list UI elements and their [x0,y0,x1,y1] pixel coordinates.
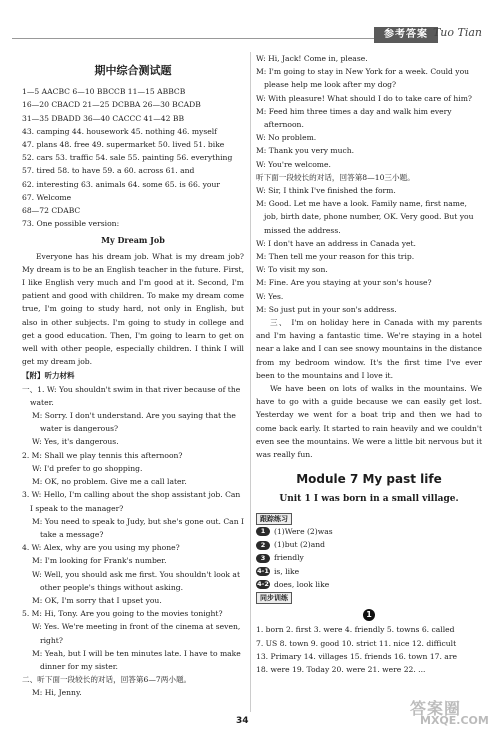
module-title: Module 7 My past life [296,472,442,487]
answer-line: 31—35 DBADD 36—40 CACCC 41—42 BB [22,113,185,123]
practice-number: 2 [256,541,270,550]
dialogue-list [22,409,244,673]
answer-line: 68—72 CDABC [22,206,81,216]
practice-answer: (1)but (2)and [274,540,326,550]
dialogue-line: M: Yeah, but I will be ten minutes late. I have to make dinner for my sister. [32,648,241,671]
dialogue-line: W: I don't have an address in Canada yet. [256,238,416,248]
header-signature: Tuo Tian [432,26,482,39]
dialogue-line: W: I'd prefer to go shopping. [32,463,143,473]
header-badge: 参考答案 [374,27,438,43]
dialogue-last-line: M: Hi, Jenny. [32,688,82,698]
answer-key [22,85,244,230]
test-title: 期中综合测试题 [94,64,172,77]
dialogue-line: W: Yes. [256,291,284,301]
dialogue-line: M: Then tell me your reason for this trip. [256,252,415,262]
dialogue-line: W: With pleasure! What should I do to take care of him? [256,93,472,103]
answer-line: 47. plans 48. free 49. supermarket 50. lived 51. bike [22,140,225,150]
dialogue-line: M: OK, I'm sorry that I upset you. [32,595,162,605]
practice-item [256,551,482,564]
answer-line: 1—5 AACBC 6—10 BBCCB 11—15 ABBCB [22,87,186,97]
practice-label: 跟踪练习 [256,513,292,525]
dialogue-line: M: You need to speak to Judy, but she's gone out. Can I take a message? [32,516,245,539]
sync-label: 同步训练 [256,592,292,604]
dialogue-line: 2. M: Shall we play tennis this afternoon? [22,450,183,460]
practice-number: 4-2 [257,580,269,589]
answer-line: 73. One possible version: [22,219,120,229]
practice-answer: friendly [274,553,304,563]
dialogue-line: M: Feed him three times a day and walk him every afternoon. [256,106,452,130]
dialogue-line: M: Fine. Are you staying at your son's house? [256,278,432,288]
dialogue-line: W: No problem. [256,133,317,143]
dialogue-line: W: Yes. We're meeting in front of the cinema at seven, right? [32,622,241,645]
listening-tag: 【附】听力材料 [22,371,75,381]
unit-title: Unit 1 I was born in a small village. [279,493,459,504]
answer-line: 52. cars 53. traffic 54. sale 55. painting 56. everything [22,153,233,163]
part-number [256,608,482,621]
practice-item [256,565,482,578]
practice-answer: is, like [274,566,300,576]
practice-item [256,538,482,551]
practice-number: 4-1 [257,567,269,576]
right-column [256,52,482,676]
dialogue-line: 4. W: Alex, why are you using my phone? [22,543,180,553]
dialogue-line: W: Yes, it's dangerous. [32,437,119,447]
practice-number: 3 [256,554,270,563]
answer-line: 16—20 CBACD 21—25 DCBBA 26—30 BCADB [22,100,201,110]
dialogue-line: M: I'm looking for Frank's number. [32,556,167,566]
sync-line: 18. were 19. Today 20. were 21. were 22. ... [256,664,426,674]
answer-line: 67. Welcome [22,192,72,202]
practice-number: 1 [256,527,270,536]
dialogue-line: 3. W: Hello, I'm calling about the shop assistant job. Can I speak to the manager? [22,490,241,513]
dialogue-line: M: Thank you very much. [256,146,355,156]
watermark: 答案圈 [410,699,462,718]
column-divider [250,52,251,712]
dialogue-line: 听下面一段较长的对话，回答第8—10三小题。 [256,172,415,182]
practice-list [256,525,482,591]
section-2-heading: 二、听下面一段较长的对话，回答第6—7两小题。 [22,675,192,685]
practice-answer: does, look like [274,579,330,589]
practice-item [256,578,482,591]
dialogue-line: M: OK, no problem. Give me a call later. [32,477,187,487]
section-3-paragraph-2: We have been on lots of walks in the mountains. We have to go with a guide because we can easily get lost. Yesterday we went for a boat trip and then we had to come back early. It started to rain heavily and we couldn't even see the mountains. We were a little bit nervous but it was really fun. [256,384,482,460]
practice-answer: (1)Were (2)was [274,526,333,536]
dialogue-line: 5. M: Hi, Tony. Are you going to the movies tonight? [22,609,223,619]
dialogue-line: W: To visit my son. [256,265,328,275]
sync-line: 13. Primary 14. villages 15. friends 16. town 17. are [256,651,457,661]
dialogue-line: M: Good. Let me have a look. Family name, first name, job, birth date, phone number, OK. Very good. But you missed the address. [256,199,474,235]
section-1-line: 一、1. W: You shouldn't swim in that river because of the water. [22,384,241,407]
right-dialogue-list [256,52,482,316]
answer-line: 62. interesting 63. animals 64. some 65. is 66. your [22,179,220,189]
dialogue-line: M: So just put in your son's address. [256,304,397,314]
watermark-sub: MXQE.COM [420,714,489,727]
essay-body: Everyone has his dream job. What is my dream job? My dream is to be an English teacher in the future. First, I like English very much and I'm good at it. Second, I'm patient and good with children. To make my dream come true, I'm going to study hard, not only in English, but also in other subjects. I'm going to study in college and get a good education. Then, I'm going to learn to get on well with other people, especially children. I think I will get my dream job. [22,251,244,367]
section-3-paragraph: 三、 I'm on holiday here in Canada with my parents and I'm having a fantastic time. We're staying in a hotel near a lake and I can see snowy mountains in the distance from my bedroom window. It's the first time I've ever been to the mountains and I love it. [256,318,482,380]
dialogue-line: W: You're welcome. [256,159,331,169]
dialogue-line: M: Sorry. I don't understand. Are you saying that the water is dangerous? [32,411,236,434]
left-column [22,52,244,700]
answer-line: 57. tired 58. to have 59. a 60. across 61. and [22,166,195,176]
dialogue-line: W: Well, you should ask me first. You shouldn't look at other people's things without asking. [32,569,240,592]
practice-item [256,525,482,538]
page-number: 34 [236,716,249,726]
sync-line: 7. US 8. town 9. good 10. strict 11. nice 12. difficult [256,638,457,648]
dialogue-line: W: Hi, Jack! Come in, please. [256,54,368,63]
dialogue-line: M: I'm going to stay in New York for a week. Could you please help me look after my dog? [256,67,470,90]
answer-line: 43. camping 44. housework 45. nothing 46. myself [22,126,217,136]
sync-line: 1. born 2. first 3. were 4. friendly 5. towns 6. called [256,625,455,635]
sync-answers [256,623,482,676]
part-number-badge: 1 [363,609,375,621]
essay-title: My Dream Job [101,235,165,246]
dialogue-line: W: Sir, I think I've finished the form. [256,186,396,196]
